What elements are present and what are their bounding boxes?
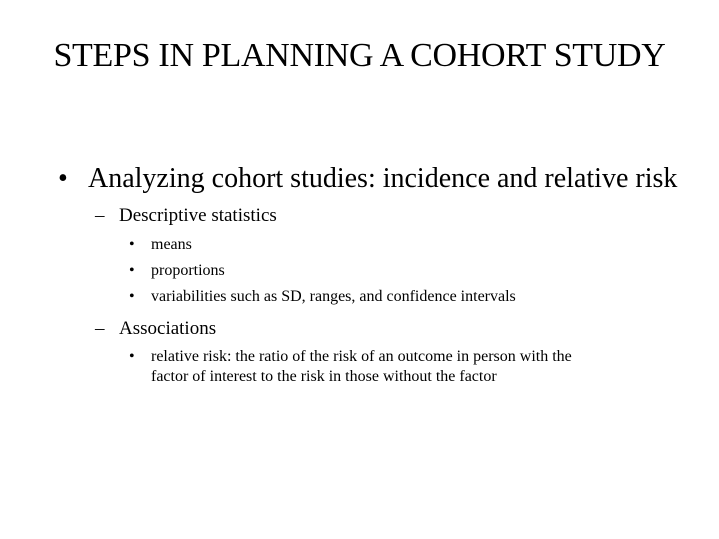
- main-bullet: [58, 162, 678, 195]
- list-item-relative-risk: [58, 347, 611, 387]
- bullet-icon: •: [129, 236, 135, 253]
- dash-icon: –: [95, 318, 105, 339]
- sub-bullet-text: Associations: [119, 318, 217, 339]
- list-item-means: [58, 235, 678, 255]
- list-item-text: proportions: [151, 262, 225, 279]
- sub-bullet-associations: [58, 317, 678, 340]
- list-item-text: variabilities such as SD, ranges, and confidence intervals: [151, 288, 516, 305]
- list-item-text: means: [151, 236, 192, 253]
- list-item-variabilities: [58, 287, 678, 307]
- sub-bullet-text: Descriptive statistics: [119, 205, 277, 226]
- slide-title: STEPS IN PLANNING A COHORT STUDY: [53, 37, 666, 74]
- slide-content: [58, 162, 678, 387]
- bullet-icon: •: [129, 262, 135, 279]
- bullet-icon: •: [129, 288, 135, 305]
- list-item-proportions: [58, 261, 678, 281]
- bullet-icon: •: [129, 348, 135, 365]
- main-bullet-text: Analyzing cohort studies: incidence and relative risk: [88, 163, 678, 194]
- bullet-icon: •: [58, 163, 68, 194]
- list-item-text: relative risk: the ratio of the risk of an outcome in person with the factor of interest to the risk in those without the factor: [151, 348, 572, 385]
- sub-bullet-descriptive: [58, 204, 678, 227]
- dash-icon: –: [95, 205, 105, 226]
